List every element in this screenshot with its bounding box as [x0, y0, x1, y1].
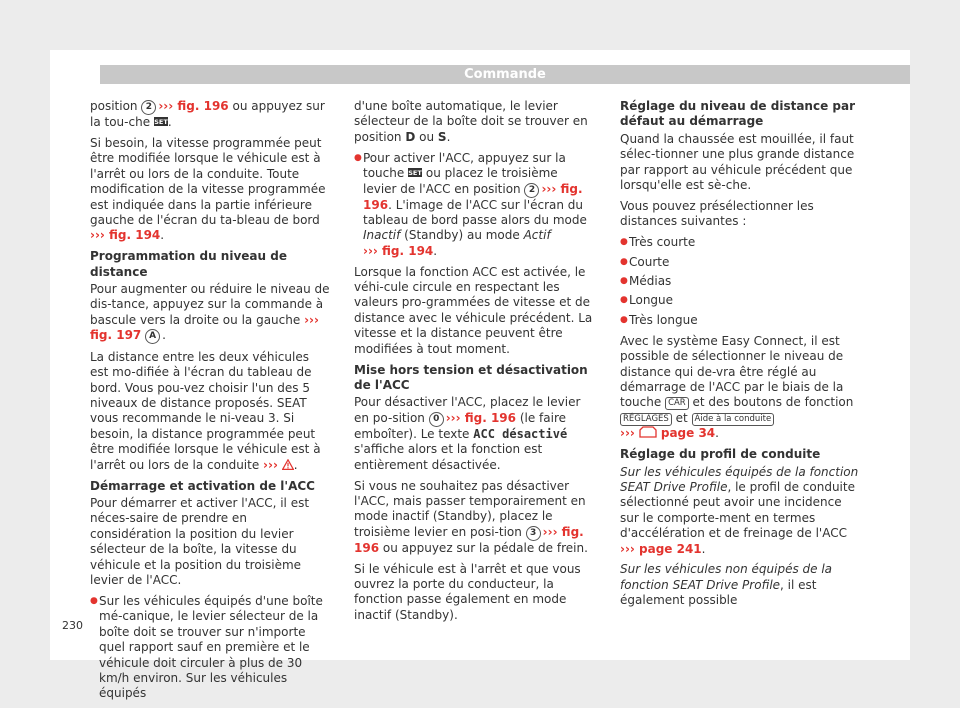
- figure-link[interactable]: ››› fig. 194: [90, 228, 161, 243]
- list-item: ● Courte: [620, 255, 860, 270]
- driving-assist-key: Aide à la conduite: [692, 413, 775, 426]
- column-left: [90, 99, 330, 707]
- figure-link[interactable]: ››› fig. 196: [445, 410, 516, 425]
- section-heading: Réglage du profil de conduite: [620, 447, 821, 462]
- callout-number: 2: [524, 183, 539, 198]
- paragraph: Si le véhicule est à l'arrêt et que vous ouvrez la porte du conducteur, la fonction passe également en mode inactif (Standby).: [354, 561, 581, 622]
- page-number: 230: [62, 619, 83, 632]
- callout-number: 2: [141, 100, 156, 115]
- paragraph: d'une boîte automatique, le levier sélecteur de la boîte doit se trouver en position D ou S.: [354, 99, 588, 144]
- list-item: ● Très longue: [620, 313, 860, 328]
- figure-link[interactable]: ››› fig. 196: [158, 99, 229, 113]
- column-middle: [354, 99, 594, 629]
- document-page: [50, 50, 910, 701]
- paragraph: Avec le système Easy Connect, il est possible de sélectionner le niveau de distance qui de-vra être réglé au démarrage de l'ACC par le biais de la touche CAR et des boutons de fonction RÉGLAGES et Aide à la conduite ››› page 34.: [620, 333, 854, 441]
- settings-key: RÉGLAGES: [620, 413, 672, 426]
- paragraph: Pour démarrer et activer l'ACC, il est néces-saire de prendre en considération la position du levier sélecteur de la boîte, la vitesse du véhicule et la position du troisième levier de l'ACC.: [90, 495, 310, 587]
- section-heading: Mise hors tension et désactivation de l'ACC: [354, 362, 588, 392]
- page-link[interactable]: page 34: [656, 426, 716, 441]
- paragraph: Pour désactiver l'ACC, placez le levier en po-sition 0 ››› fig. 196 (le faire emboîter). Le texte ACC désactivé s'affiche alors et la fonction est entièrement désactivée.: [354, 395, 581, 472]
- figure-link[interactable]: ››› fig. 197: [90, 312, 319, 343]
- paragraph: Sur les véhicules non équipés de la fonction SEAT Drive Profile, il est également possible: [620, 562, 833, 608]
- list-item: ● Pour activer l'ACC, appuyez sur la touche SET ou placez le troisième levier de l'ACC en position 2 ››› fig. 196. L'image de l'ACC sur l'écran du tableau de bord passe alors du mode Inactif (Standby) au mode Actif ››› fig. 194.: [354, 151, 594, 259]
- callout-letter: A: [145, 329, 160, 344]
- figure-link[interactable]: ››› fig. 196: [363, 181, 583, 212]
- page-header: Commande: [100, 65, 910, 84]
- paragraph: Quand la chaussée est mouillée, il faut sélec-tionner une plus grande distance par rapport au véhicule précédent que lorsqu'elle est sè-che.: [620, 131, 855, 193]
- list-item: ● Très courte: [620, 235, 860, 250]
- paragraph: Vous pouvez présélectionner les distances suivantes :: [620, 198, 814, 229]
- column-right: [620, 99, 860, 614]
- section-heading: Démarrage et activation de l'ACC: [90, 478, 315, 493]
- page-link[interactable]: ››› page 241: [620, 541, 702, 556]
- set-button-icon: [154, 117, 168, 126]
- warning-icon: [282, 459, 294, 470]
- paragraph: Sur les véhicules équipés de la fonction SEAT Drive Profile, le profil de conduite sélectionné peut avoir une incidence sur le comporte-ment en termes d'accélération et de freinage de l'ACC ››› page 241.: [620, 464, 859, 556]
- callout-number: 0: [429, 412, 444, 427]
- paragraph: La distance entre les deux véhicules est mo-difiée à l'écran du tableau de bord. Vous pou-vez choisir l'un des 5 niveaux de distance proposés. SEAT vous recommande le ni-veau 3. Si besoin, la distance programmée peut être modifiée lorsque le véhicule est à l'arrêt ou lors de la conduite ››› .: [90, 349, 321, 472]
- infotainment-icon: [639, 426, 657, 438]
- section-heading: Programmation du niveau de distance: [90, 249, 287, 279]
- section-heading: Réglage du niveau de distance par défaut au démarrage: [620, 99, 855, 129]
- paragraph: Lorsque la fonction ACC est activée, le véhi-cule circule en respectant les valeurs pro-grammées de vitesse et de distance avec le véhicule précédent. La vitesse et la distance peuvent être modifiées à tout moment.: [354, 264, 593, 356]
- page-link-arrows[interactable]: ›››: [620, 426, 635, 441]
- paragraph: Si vous ne souhaitez pas désactiver l'ACC, mais passer temporairement en mode inactif (Standby), placez le troisième levier en posi-tion 3 ››› fig. 196 ou appuyez sur la pédale de frein.: [354, 478, 588, 555]
- warning-link[interactable]: ›››: [263, 457, 278, 472]
- paragraph: Pour augmenter ou réduire le niveau de dis-tance, appuyez sur la commande à bascule vers la droite ou la gauche ››› fig. 197 A .: [90, 282, 330, 343]
- paragraph: Si besoin, la vitesse programmée peut être modifiée lorsque le véhicule est à l'arrêt ou lors de la conduite. Toute modification de la vitesse programmée est indiquée dans la partie inférieure gauche de l'écran du ta-bleau de bord ››› fig. 194.: [90, 135, 326, 243]
- paragraph: position 2 ››› fig. 196 ou appuyez sur la tou-che SET .: [90, 99, 325, 129]
- car-key: CAR: [665, 397, 689, 410]
- display-text: ACC désactivé: [473, 426, 568, 441]
- list-item: ● Longue: [620, 293, 860, 308]
- callout-number: 3: [526, 526, 541, 541]
- figure-link[interactable]: ››› fig. 196: [354, 524, 584, 555]
- figure-link[interactable]: ››› fig. 194: [363, 243, 434, 258]
- set-button-icon: [408, 168, 422, 177]
- svg-text:SET: SET: [408, 169, 422, 178]
- list-item: ● Médias: [620, 274, 860, 289]
- list-item: ● Sur les véhicules équipés d'une boîte mé-canique, le levier sélecteur de la boîte doit se trouver sur n'importe quel rapport sauf en première et le véhicule doit circuler à plus de 30 km/h environ. Sur les véhicules équipés: [90, 594, 330, 702]
- svg-text:SET: SET: [154, 118, 168, 126]
